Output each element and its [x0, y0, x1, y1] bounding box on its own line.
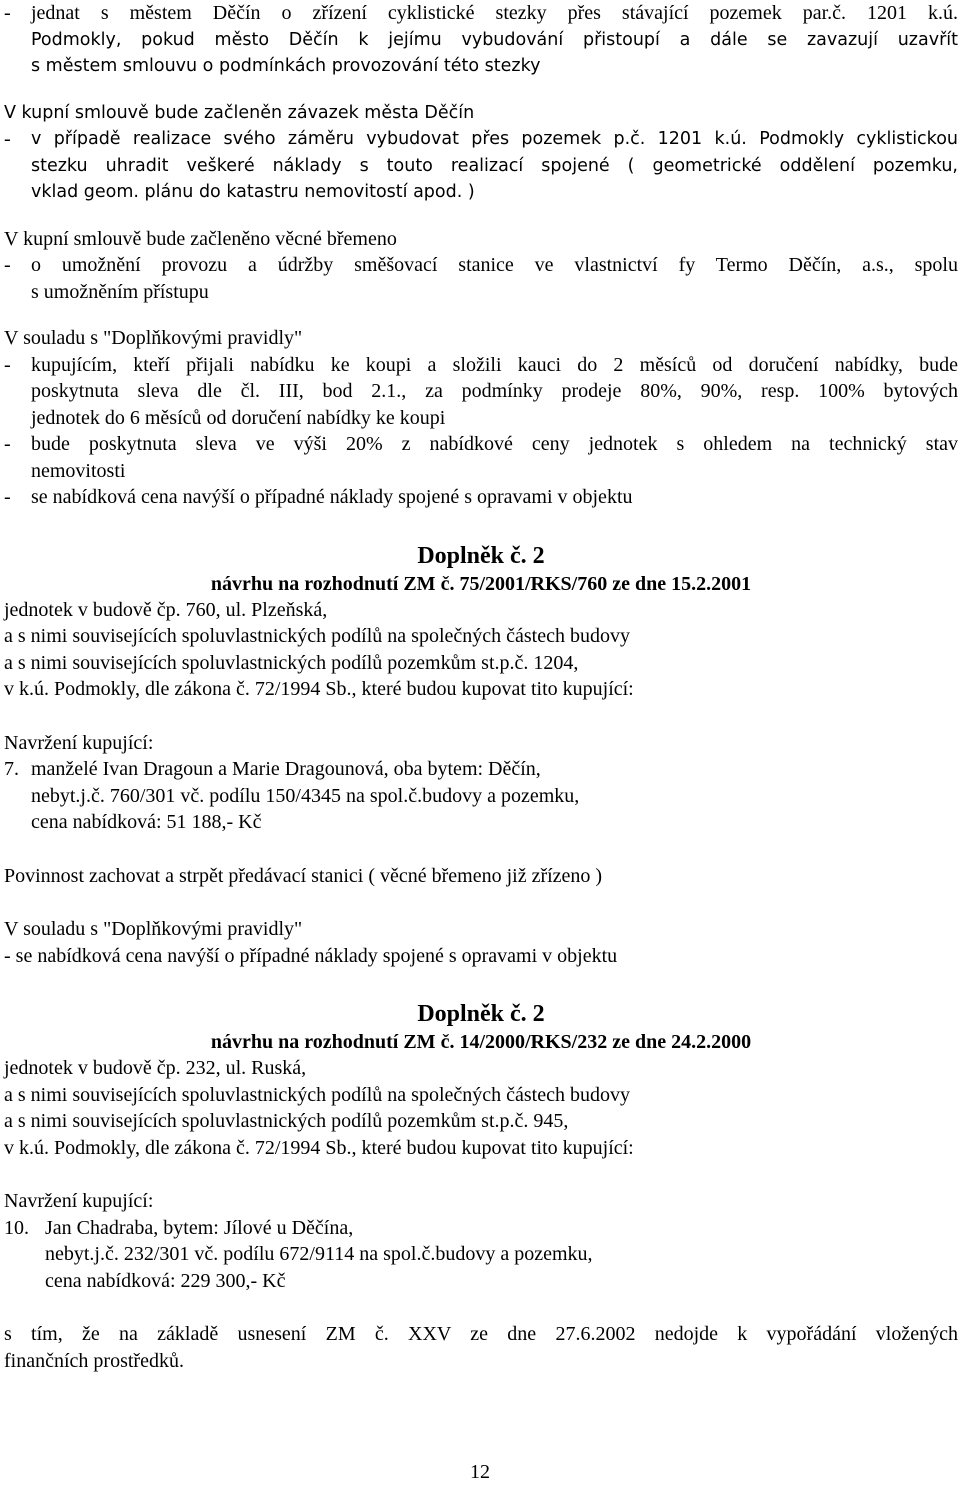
- section2-item-line-1: o umožnění provozu a údržby směšovací stanice ve vlastnictví fy Termo Děčín, a.s., spolu: [31, 254, 958, 276]
- section3-item3-line-1: se nabídková cena navýší o případné náklady spojené s opravami v objektu: [31, 486, 633, 508]
- closing-line-2: finančních prostředků.: [4, 1349, 184, 1372]
- top-item-line-3: s městem smlouvu o podmínkách provozování této stezky: [31, 56, 541, 76]
- doplnek1-buyer: [4, 756, 958, 836]
- list-dash: -: [4, 353, 11, 376]
- top-list-item: [4, 0, 958, 80]
- section3-item: [4, 484, 958, 511]
- doplnek1-souladu-item: - se nabídková cena navýší o případné náklady spojené s opravami v objektu: [4, 944, 618, 967]
- list-dash: -: [4, 433, 11, 455]
- doplnek2-title: Doplněk č. 2: [417, 1001, 545, 1027]
- doplnek2-buyer: [4, 1215, 958, 1295]
- section3-item: [4, 352, 958, 432]
- doplnek2-line: a s nimi souvisejících spoluvlastnických podílů na společných částech budovy: [4, 1083, 630, 1106]
- section1-item-line-3: vklad geom. plánu do katastru nemovitostí apod. ): [31, 182, 475, 202]
- list-dash: -: [4, 128, 11, 150]
- doplnek1-line: jednotek v budově čp. 760, ul. Plzeňská,: [4, 598, 328, 621]
- top-item-line-2: Podmokly, pokud město Děčín k jejímu vybudování přistoupí a dále se zavazují uzavřít: [31, 29, 958, 50]
- doplnek2-navrzeni: Navržení kupující:: [4, 1190, 154, 1212]
- section3-item1-line-3: jednotek do 6 měsíců od doručení nabídky ke koupi: [31, 406, 446, 429]
- top-item-line-1: jednat s městem Děčín o zřízení cyklistické stezky přes stávající pozemek par.č. 1201 k.ú.: [31, 2, 958, 24]
- doplnek2-line: a s nimi souvisejících spoluvlastnických podílů pozemkům st.p.č. 945,: [4, 1110, 569, 1132]
- doplnek2-subtitle: návrhu na rozhodnutí ZM č. 14/2000/RKS/232 ze dne 24.2.2000: [210, 1031, 752, 1053]
- doplnek1-povinnost: Povinnost zachovat a strpět předávací stanici ( věcné břemeno již zřízeno ): [4, 864, 603, 887]
- section2-heading: V kupní smlouvě bude začleněno věcné břemeno: [4, 227, 397, 250]
- doplnek1-line: a s nimi souvisejících spoluvlastnických podílů pozemkům st.p.č. 1204,: [4, 651, 579, 674]
- doplnek2-line: v k.ú. Podmokly, dle zákona č. 72/1994 Sb., které budou kupovat tito kupující:: [4, 1136, 634, 1159]
- section3-item2-line-1: bude poskytnuta sleva ve výši 20% z nabídkové ceny jednotek s ohledem na technický stav: [31, 433, 958, 455]
- section2-item-line-2: s umožněním přístupu: [31, 280, 209, 303]
- page-number: 12: [470, 1461, 490, 1483]
- doplnek1-souladu: V souladu s "Doplňkovými pravidly": [4, 918, 303, 940]
- list-dash: -: [4, 254, 11, 276]
- doplnek1-title: Doplněk č. 2: [417, 542, 545, 569]
- closing-line-1: s tím, že na základě usnesení ZM č. XXV ze dne 27.6.2002 nedojde k vypořádání vložených: [4, 1323, 958, 1345]
- section1-item-line-1: v případě realizace svého záměru vybudovat přes pozemek p.č. 1201 k.ú. Podmokly cyklistickou: [31, 129, 958, 149]
- doplnek1-line: a s nimi souvisejících spoluvlastnických podílů na společných částech budovy: [4, 625, 630, 647]
- buyer-line-3: cena nabídková: 229 300,- Kč: [45, 1269, 286, 1292]
- buyer-number: 10.: [4, 1216, 29, 1239]
- buyer-number: 7.: [4, 758, 19, 780]
- doplnek1-subtitle: návrhu na rozhodnutí ZM č. 75/2001/RKS/760 ze dne 15.2.2001: [210, 572, 752, 595]
- section3-item1-line-1: kupujícím, kteří přijali nabídku ke koupi a složili kauci do 2 měsíců od doručení nabídky, bude: [31, 353, 958, 376]
- buyer-line-1: Jan Chadraba, bytem: Jílové u Děčína,: [45, 1216, 354, 1239]
- list-dash: -: [4, 2, 11, 24]
- section3-heading: V souladu s "Doplňkovými pravidly": [4, 327, 303, 349]
- section3-item2-line-2: nemovitosti: [31, 459, 126, 482]
- doplnek2-line: jednotek v budově čp. 232, ul. Ruská,: [4, 1057, 307, 1079]
- list-dash: -: [4, 486, 11, 508]
- buyer-line-1: manželé Ivan Dragoun a Marie Dragounová, oba bytem: Děčín,: [31, 758, 541, 780]
- section2-item: [4, 252, 958, 305]
- section3-item1-line-2: poskytnuta sleva dle čl. III, bod 2.1., za podmínky prodeje 80%, 90%, resp. 100% bytových: [31, 380, 958, 402]
- buyer-line-2: nebyt.j.č. 232/301 vč. podílu 672/9114 na spol.č.budovy a pozemku,: [45, 1243, 593, 1265]
- section3-item: [4, 431, 958, 484]
- doplnek1-line: v k.ú. Podmokly, dle zákona č. 72/1994 Sb., které budou kupovat tito kupující:: [4, 678, 634, 700]
- buyer-line-3: cena nabídková: 51 188,- Kč: [31, 811, 262, 833]
- section1-item-line-2: stezku uhradit veškeré náklady s touto realizací spojené ( geometrické oddělení pozemku,: [31, 155, 958, 176]
- doplnek1-navrzeni: Navržení kupující:: [4, 731, 154, 754]
- document-page: [4, 0, 958, 1374]
- buyer-line-2: nebyt.j.č. 760/301 vč. podílu 150/4345 na spol.č.budovy a pozemku,: [31, 784, 580, 807]
- section1-heading: V kupní smlouvě bude začleněn závazek města Děčín: [4, 102, 475, 123]
- section1-item: [4, 126, 958, 206]
